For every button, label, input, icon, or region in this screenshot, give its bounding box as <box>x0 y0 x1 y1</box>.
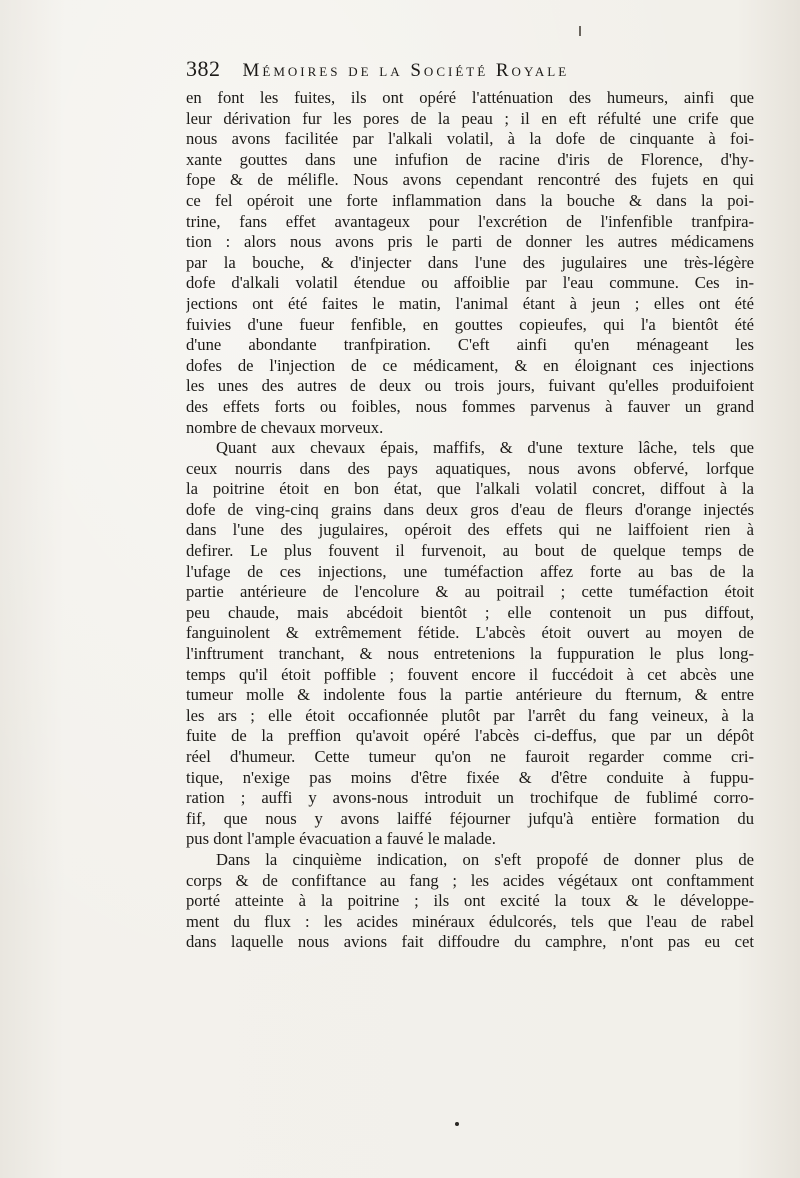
margin-mark <box>579 26 581 36</box>
text-line: dofe d'alkali volatil étendue ou affoiblie par l'eau commune. Ces in- <box>186 273 754 293</box>
page-header <box>186 56 746 86</box>
text-line: l'ufage de ces injections, une tuméfaction affez forte au bas de la <box>186 561 754 581</box>
text-line: xante gouttes dans une infufion de racine d'iris de Florence, d'hy- <box>186 149 754 169</box>
text-line: dofes de l'injection de ce médicament, & en éloignant ces injections <box>186 355 754 375</box>
text-line: d'une abondante tranfpiration. C'eft ainfi qu'en ménageant les <box>186 335 754 355</box>
text-line: la poitrine étoit en bon état, que l'alkali volatil concret, diffout à la <box>186 479 754 499</box>
ink-dot <box>455 1122 459 1126</box>
running-head: Mémoires de la Société Royale <box>242 60 570 81</box>
text-line: tique, n'exige pas moins d'être fixée & d'être conduite à fuppu- <box>186 767 754 787</box>
text-line: les unes des autres de deux ou trois jours, fuivant qu'elles produifoient <box>186 376 754 396</box>
text-line: réel d'humeur. Cette tumeur qu'on ne fauroit regarder comme cri- <box>186 747 754 766</box>
text-line: peu chaude, mais abcédoit bientôt ; elle contenoit un pus diffout, <box>186 602 754 622</box>
text-line: fope & de mélifle. Nous avons cependant rencontré des fujets en qui <box>186 170 754 190</box>
paragraph-start-line: Dans la cinquième indication, on s'eft propofé de donner plus de <box>216 849 754 869</box>
text-line: temps qu'il étoit poffible ; fouvent encore il fuccédoit à cet abcès une <box>186 664 754 684</box>
text-line: corps & de confiftance au fang ; les acides végétaux ont conftamment <box>186 870 754 890</box>
text-line: les ars ; elle étoit occafionnée plutôt par l'arrêt du fang veineux, à la <box>186 705 754 725</box>
text-line: leur dérivation fur les pores de la peau ; il en eft réfulté une crife que <box>186 108 754 128</box>
text-line: jections ont été faites le matin, l'animal étant à jeun ; elles ont été <box>186 293 754 313</box>
text-line: fuivies d'une fueur fenfible, en gouttes copieufes, qui l'a bientôt été <box>186 314 754 334</box>
text-line: tion : alors nous avons pris le parti de donner les autres médicamens <box>186 232 754 252</box>
text-line: pus dont l'ample évacuation a fauvé le malade. <box>186 829 496 849</box>
text-line: nombre de chevaux morveux. <box>186 417 384 437</box>
text-line: des effets forts ou foibles, nous fommes parvenus à fauver un grand <box>186 396 754 416</box>
text-line: tumeur molle & indolente fous la partie antérieure du fternum, & entre <box>186 685 754 705</box>
text-line: par la bouche, & d'injecter dans l'une des jugulaires une très-légère <box>186 252 754 272</box>
text-line: defirer. Le plus fouvent il furvenoit, au bout de quelque temps de <box>186 541 754 561</box>
text-line: l'inftrument tranchant, & nous entretenions la fuppuration le plus long- <box>186 644 754 664</box>
text-line: ceux nourris dans des pays aquatiques, nous avons obfervé, lorfque <box>186 458 754 478</box>
text-line: dans laquelle nous avions fait diffoudre du camphre, n'ont pas eu cet <box>186 932 754 952</box>
text-line: fuite de la preffion qu'avoit opéré l'abcès ci-deffus, que par un dépôt <box>186 726 754 746</box>
text-line: partie antérieure de l'encolure & au poitrail ; cette tuméfaction étoit <box>186 582 754 602</box>
text-line: ment du flux : les acides minéraux édulcorés, tels que l'eau de rabel <box>186 911 754 931</box>
text-line: en font les fuites, ils ont opéré l'atténuation des humeurs, ainfi que <box>186 88 754 107</box>
text-line: fif, que nous y avons laiffé féjourner jufqu'à entière formation du <box>186 808 754 828</box>
paragraph-start-line: Quant aux chevaux épais, maffifs, & d'une texture lâche, tels que <box>216 438 754 458</box>
page-number: 382 <box>186 56 221 81</box>
text-line: dans l'une des jugulaires, opéroit des effets qui ne laiffoient rien à <box>186 520 754 540</box>
text-line: dofe de ving-cinq grains dans deux gros d'eau de fleurs d'orange injectés <box>186 499 754 519</box>
text-line: trine, fans effet avantageux pour l'excrétion de l'infenfible tranfpira- <box>186 211 754 231</box>
text-line: fanguinolent & extrêmement fétide. L'abcès étoit ouvert au moyen de <box>186 623 754 643</box>
text-line: ration ; auffi y avons-nous introduit un trochifque de fublimé corro- <box>186 788 754 808</box>
text-line: ce fel opéroit une forte inflammation dans la bouche & dans la poi- <box>186 190 754 210</box>
text-line: porté atteinte à la poitrine ; ils ont excité la toux & le développe- <box>186 891 754 911</box>
body-text <box>186 88 754 953</box>
text-line: nous avons facilitée par l'alkali volatil, à la dofe de cinquante à foi- <box>186 129 754 149</box>
